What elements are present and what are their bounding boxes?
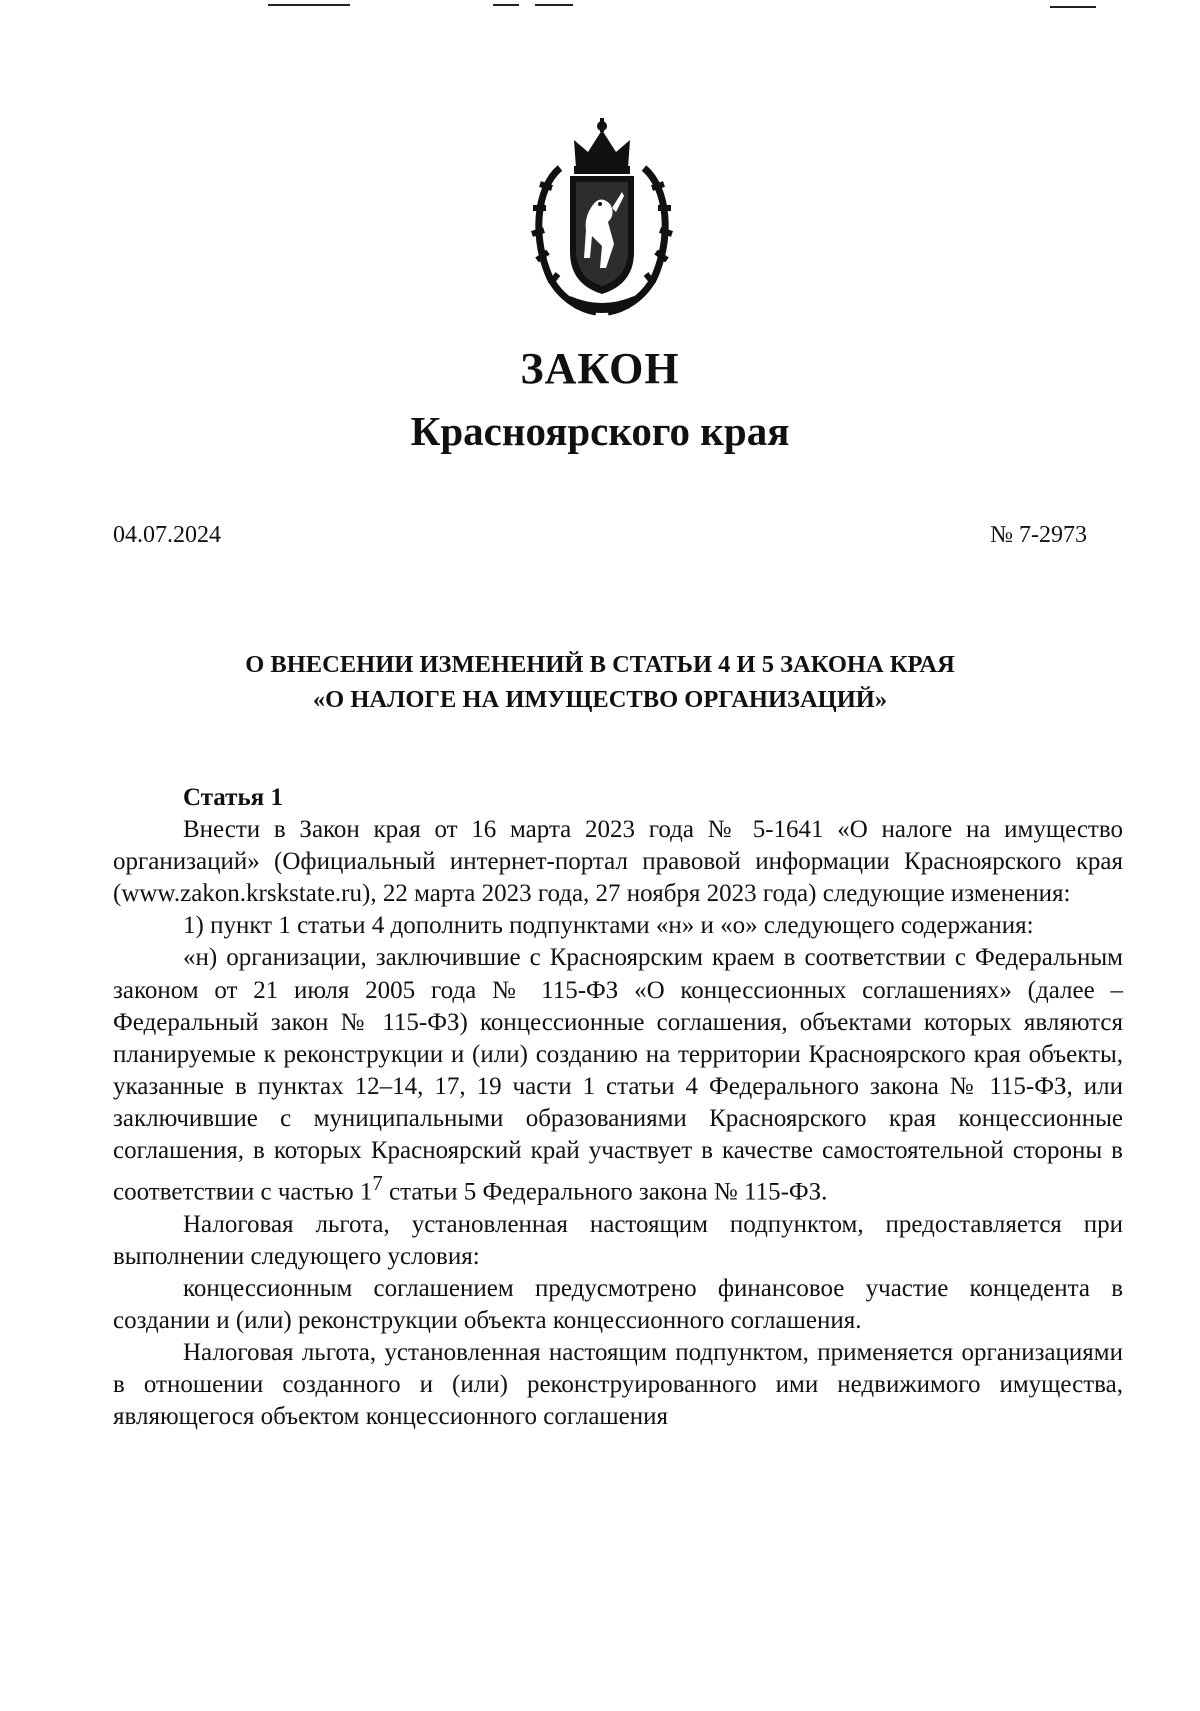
superscript: 7 xyxy=(372,1171,383,1196)
paragraph: Налоговая льгота, установленная настоящим подпунктом, предоставляется при выполнении следующего условия: xyxy=(113,1210,1123,1270)
coat-of-arms-emblem xyxy=(530,118,674,316)
document-body xyxy=(113,782,1123,1433)
scan-artifact xyxy=(535,4,573,6)
scan-artifact xyxy=(268,4,350,6)
document-heading-line-2: «О НАЛОГЕ НА ИМУЩЕСТВО ОРГАНИЗАЦИЙ» xyxy=(312,686,888,713)
paragraph: Внести в Закон края от 16 марта 2023 года № 5-1641 «О налоге на имущество организаций» (Официальный интернет-портал правовой информации Красноярского края (www.zakon.krskstate.ru), 22 марта 2023 года, 27 ноября 2023 года) следующие изменения: xyxy=(113,816,1123,908)
scan-artifact xyxy=(493,4,519,6)
law-date: 04.07.2024 xyxy=(113,522,221,548)
law-title: ЗАКОН xyxy=(520,344,680,393)
paragraph: Налоговая льгота, установленная настоящим подпунктом, применяется организациями в отношении созданного и (или) реконструированного ими недвижимого имущества, являющегося объектом концессионного соглашения xyxy=(113,1338,1123,1431)
paragraph-text: «н) организации, заключившие с Красноярским краем в соответствии с Федеральным законом от 21 июля 2005 года № 115-ФЗ «О концессионных соглашениях» (далее – Федеральный закон № 115-ФЗ) концессионные соглашения, объектами которых являются планируемые к реконструкции и (или) созданию на территории Красноярского края объекты, указанные в пунктах 12–14, 17, 19 части 1 статьи 4 Федерального закона № 115-ФЗ, или заключившие с муниципальными образованиями Красноярского края концессионные соглашения, в которых Красноярский край участвует в качестве самостоятельной стороны в соответствии с частью 1 xyxy=(113,944,1123,1206)
article-title: Статья 1 xyxy=(183,784,283,811)
law-subtitle: Красноярского края xyxy=(410,408,790,454)
paragraph-text: статьи 5 Федерального закона № 115-ФЗ. xyxy=(382,1178,828,1206)
paragraph xyxy=(113,942,1123,1208)
law-number: № 7-2973 xyxy=(990,522,1087,548)
document-heading-line-1: О ВНЕСЕНИИ ИЗМЕНЕНИЙ В СТАТЬИ 4 И 5 ЗАКОНА КРАЯ xyxy=(245,651,955,678)
paragraph: 1) пункт 1 статьи 4 дополнить подпунктами «н» и «о» следующего содержания: xyxy=(183,912,1034,940)
scan-artifact xyxy=(1050,6,1096,8)
paragraph: концессионным соглашением предусмотрено финансовое участие концедента в создании и (или) реконструкции объекта концессионного соглашения. xyxy=(113,1274,1123,1334)
document-heading xyxy=(0,647,1200,717)
